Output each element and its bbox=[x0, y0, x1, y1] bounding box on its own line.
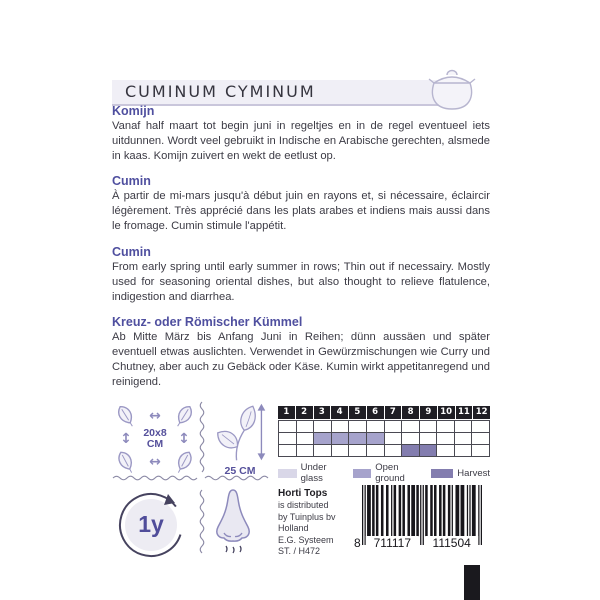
calendar-cell-open-ground-7 bbox=[385, 433, 403, 445]
calendar-cell-harvest-10 bbox=[437, 445, 455, 457]
calendar-month-12: 12 bbox=[473, 406, 490, 419]
barcode-bar bbox=[478, 485, 479, 545]
section-french bbox=[112, 174, 490, 234]
barcode-bar bbox=[423, 485, 424, 545]
wavy-divider-horizontal bbox=[204, 474, 274, 482]
title-band bbox=[112, 80, 445, 106]
barcode-bar bbox=[425, 485, 428, 537]
calendar-month-3: 3 bbox=[314, 406, 331, 419]
calendar-cell-open-ground-1 bbox=[279, 433, 297, 445]
calendar-cell-open-ground-11 bbox=[455, 433, 473, 445]
calendar-cell-under-glass-4 bbox=[332, 421, 350, 433]
calendar-row-under-glass bbox=[279, 421, 490, 433]
print-registration-mark bbox=[464, 565, 480, 600]
section-heading-french: Cumin bbox=[112, 174, 151, 189]
calendar-cell-open-ground-5 bbox=[349, 433, 367, 445]
barcode-bar bbox=[469, 485, 470, 537]
calendar-row-harvest bbox=[279, 445, 490, 457]
calendar-cell-open-ground-4 bbox=[332, 433, 350, 445]
legend-swatch bbox=[278, 469, 297, 478]
calendar-cell-harvest-7 bbox=[385, 445, 403, 457]
calendar-cell-harvest-2 bbox=[297, 445, 315, 457]
calendar-cell-under-glass-1 bbox=[279, 421, 297, 433]
calendar-cell-open-ground-2 bbox=[297, 433, 315, 445]
calendar-cell-open-ground-6 bbox=[367, 433, 385, 445]
vertical-arrow-icon: ↕ bbox=[120, 431, 132, 447]
barcode-bar bbox=[411, 485, 415, 537]
calendar-cell-under-glass-8 bbox=[402, 421, 420, 433]
barcode bbox=[352, 483, 484, 556]
calendar-cell-harvest-11 bbox=[455, 445, 473, 457]
horizontal-arrow-icon: ↔ bbox=[149, 408, 161, 424]
calendar-cell-open-ground-8 bbox=[402, 433, 420, 445]
calendar-cell-under-glass-3 bbox=[314, 421, 332, 433]
calendar-month-5: 5 bbox=[349, 406, 366, 419]
vertical-arrow-icon: ↕ bbox=[178, 431, 190, 447]
annual-cycle-icon bbox=[114, 486, 188, 560]
barcode-bar bbox=[430, 485, 433, 537]
barcode-bar bbox=[376, 485, 379, 537]
distributor-line: Holland bbox=[278, 523, 309, 533]
barcode-bar bbox=[434, 485, 437, 537]
sowing-spacing-icon bbox=[112, 402, 200, 476]
barcode-bar bbox=[416, 485, 419, 537]
calendar-month-9: 9 bbox=[420, 406, 437, 419]
wavy-divider-horizontal bbox=[112, 474, 200, 482]
calendar-month-8: 8 bbox=[402, 406, 419, 419]
calendar-cell-under-glass-9 bbox=[420, 421, 438, 433]
distributor-name: Horti Tops bbox=[278, 488, 328, 499]
barcode-bar bbox=[367, 485, 371, 537]
barcode-bar bbox=[452, 485, 453, 537]
legend-label: Open ground bbox=[375, 462, 405, 484]
barcode-bar bbox=[407, 485, 410, 537]
calendar-month-4: 4 bbox=[331, 406, 348, 419]
barcode-bar bbox=[372, 485, 375, 537]
barcode-bar bbox=[365, 485, 366, 545]
distributor-line: is distributed bbox=[278, 500, 329, 510]
legend-item-under-glass bbox=[278, 462, 344, 484]
leaf-icon bbox=[167, 399, 201, 434]
barcode-bar bbox=[420, 485, 421, 545]
calendar-month-10: 10 bbox=[438, 406, 455, 419]
barcode-bar bbox=[362, 485, 363, 545]
calendar-cell-harvest-9 bbox=[420, 445, 438, 457]
section-body-french: À partir de mi-mars jusqu'à début juin en rayons et, si nécessaire, éclaircir légèrement. Très apprécié dans les plats arabes et indiens mais aussi dans le fromage. Cumin stimule l'appétit. bbox=[112, 190, 490, 233]
section-german bbox=[112, 315, 490, 390]
barcode-bar bbox=[481, 485, 482, 545]
calendar-cell-open-ground-3 bbox=[314, 433, 332, 445]
barcode-bar bbox=[402, 485, 405, 537]
calendar-cell-harvest-8 bbox=[402, 445, 420, 457]
barcode-bar bbox=[455, 485, 459, 537]
calendar-month-2: 2 bbox=[296, 406, 313, 419]
legend-swatch bbox=[353, 469, 372, 478]
spacing-label bbox=[143, 428, 166, 450]
cycle-duration-label: 1y bbox=[138, 510, 164, 537]
barcode-bar bbox=[391, 485, 392, 537]
horizontal-arrow-icon: ↔ bbox=[149, 454, 161, 470]
calendar-month-11: 11 bbox=[456, 406, 473, 419]
calendar-cell-harvest-12 bbox=[472, 445, 490, 457]
calendar-month-1: 1 bbox=[278, 406, 295, 419]
sowing-calendar bbox=[278, 406, 490, 484]
calendar-cell-harvest-5 bbox=[349, 445, 367, 457]
calendar-cell-harvest-6 bbox=[367, 445, 385, 457]
barcode-bar bbox=[472, 485, 476, 537]
calendar-cell-under-glass-10 bbox=[437, 421, 455, 433]
section-body-german: Ab Mitte März bis Anfang Juni in Reihen; dünn aussäen und später eventuell etwas auslichten. Verwendet in Gewürzmischungen wie Curry und Chutney, aber auch zu Gebäck oder Käse. Kumin wirkt appetitanregend und reinigend. bbox=[112, 330, 490, 389]
calendar-cell-under-glass-6 bbox=[367, 421, 385, 433]
calendar-legend bbox=[278, 462, 490, 484]
distributor-line: ST. / H472 bbox=[278, 546, 321, 556]
barcode-bar bbox=[394, 485, 397, 537]
calendar-cell-open-ground-12 bbox=[472, 433, 490, 445]
barcode-bar bbox=[467, 485, 468, 537]
barcode-digits: 8 bbox=[354, 536, 361, 550]
legend-label: Harvest bbox=[457, 467, 490, 479]
calendar-cell-under-glass-5 bbox=[349, 421, 367, 433]
spacing-unit: CM bbox=[146, 438, 164, 450]
section-english bbox=[112, 245, 490, 305]
nose-icon bbox=[212, 488, 254, 558]
section-body-dutch: Vanaf half maart tot begin juni in regeltjes en in de regel eventueel iets uitdunnen. Wordt veel gebruikt in Indische en Arabische gerechten, alsmede in kaas. Komijn zuivert en wekt de eetlust op. bbox=[112, 120, 490, 163]
calendar-cell-harvest-3 bbox=[314, 445, 332, 457]
barcode-digits: 711117 bbox=[373, 536, 412, 550]
section-heading-english: Cumin bbox=[112, 244, 151, 259]
section-heading-dutch: Komijn bbox=[112, 104, 155, 118]
section-body-english: From early spring until early summer in rows; Thin out if necessairy. Mostly used for seasoning oriental dishes, but also thought to relieve flatulence, indigestion and diarrhea. bbox=[112, 260, 490, 303]
calendar-cell-open-ground-10 bbox=[437, 433, 455, 445]
calendar-cell-harvest-1 bbox=[279, 445, 297, 457]
calendar-cell-under-glass-2 bbox=[297, 421, 315, 433]
barcode-bar bbox=[399, 485, 402, 537]
packet-title: CUMINUM CYMINUM bbox=[125, 82, 316, 101]
barcode-bar bbox=[461, 485, 465, 537]
calendar-cell-under-glass-7 bbox=[385, 421, 403, 433]
barcode-bar bbox=[448, 485, 451, 537]
plant-height-label: 25 CM bbox=[224, 465, 256, 477]
section-heading-german: Kreuz- oder Römischer Kümmel bbox=[112, 314, 303, 329]
wavy-divider-vertical bbox=[198, 489, 206, 559]
legend-item-open-ground bbox=[353, 462, 423, 484]
calendar-month-6: 6 bbox=[367, 406, 384, 419]
spacing-value: 20x8 bbox=[143, 427, 167, 439]
barcode-svg bbox=[352, 483, 484, 551]
calendar-month-7: 7 bbox=[385, 406, 402, 419]
distributor-line: E.G. Systeem bbox=[278, 534, 334, 545]
wavy-divider-vertical bbox=[198, 401, 206, 479]
legend-item-harvest bbox=[431, 468, 490, 479]
legend-swatch bbox=[431, 469, 453, 478]
plant-icon bbox=[208, 402, 272, 462]
distributor-lines bbox=[278, 500, 358, 558]
description-sections bbox=[112, 104, 490, 400]
barcode-bar bbox=[443, 485, 446, 537]
calendar-cell-under-glass-11 bbox=[455, 421, 473, 433]
calendar-cell-open-ground-9 bbox=[420, 433, 438, 445]
plant-height-icon bbox=[206, 402, 274, 478]
distributor-line: by Tuinplus bv bbox=[278, 511, 336, 522]
section-dutch bbox=[112, 104, 490, 164]
legend-label: Under glass bbox=[300, 462, 327, 484]
calendar-cell-under-glass-12 bbox=[472, 421, 490, 433]
barcode-bar bbox=[381, 485, 384, 537]
leaf-icon bbox=[109, 399, 143, 434]
distributor-info bbox=[278, 488, 358, 558]
calendar-cell-harvest-4 bbox=[332, 445, 350, 457]
barcode-bar bbox=[386, 485, 389, 537]
calendar-month-header bbox=[278, 406, 490, 419]
calendar-body bbox=[278, 420, 490, 457]
barcode-bar bbox=[439, 485, 442, 537]
calendar-row-open-ground bbox=[279, 433, 490, 445]
barcode-digits: 111504 bbox=[432, 536, 471, 550]
